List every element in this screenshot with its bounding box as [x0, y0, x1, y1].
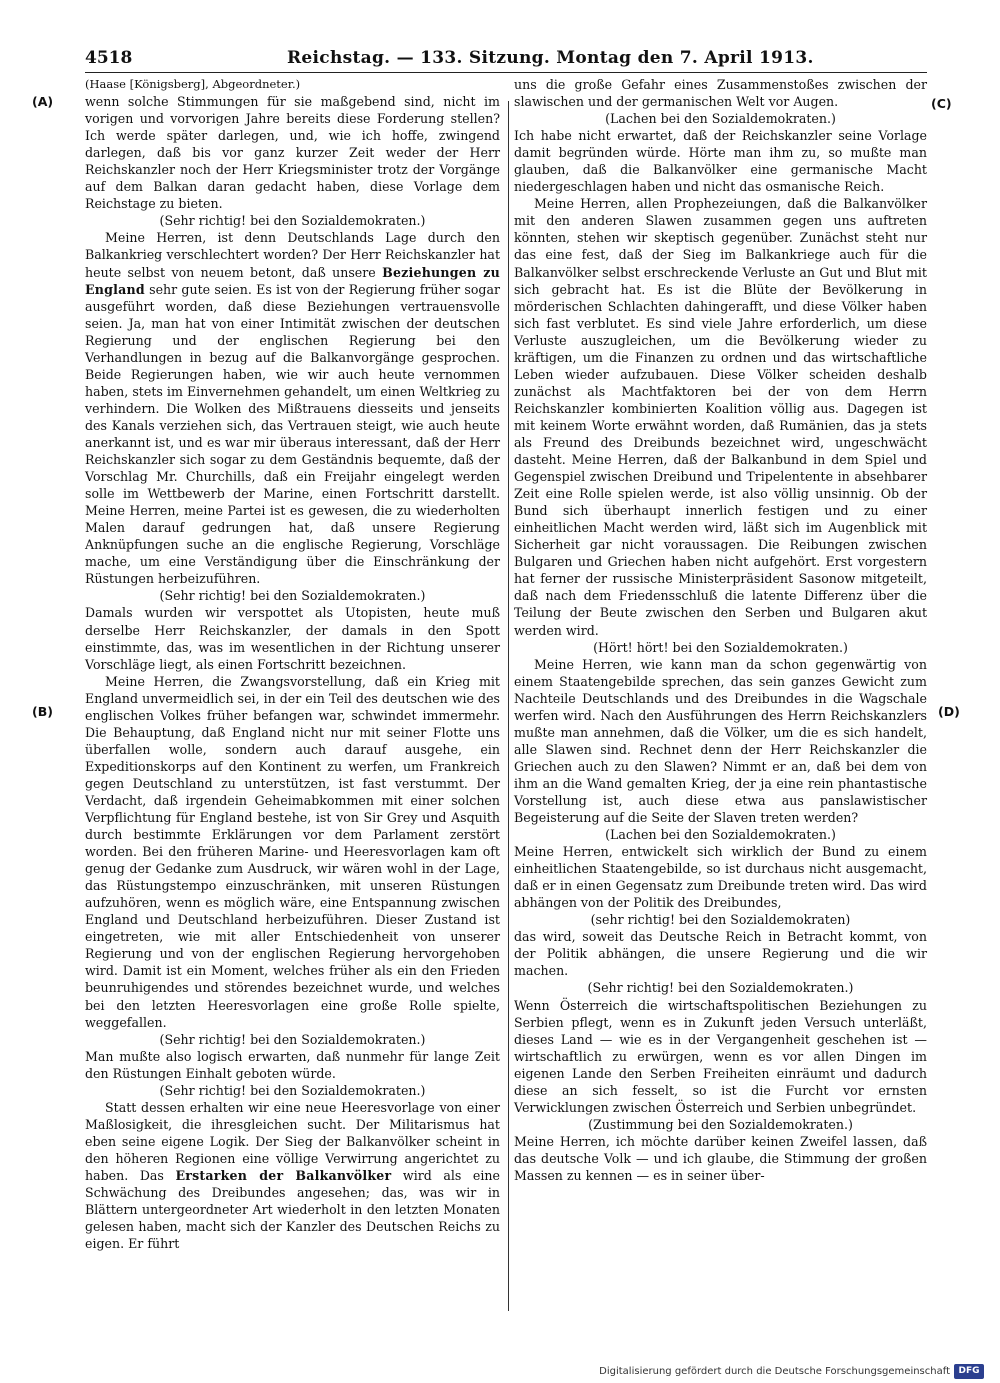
- paragraph: uns die große Gefahr eines Zusammenstoßes zwischen der slawischen und der germanischen Welt vor Augen.: [514, 77, 927, 110]
- text-run: wird als eine Schwächung des Dreibundes angesehen; das, was wir in Blättern untergeordneter Art wiederholt in den letzten Monaten gelesen haben, macht sich der Kanzler des Deutschen Reichs zu eigen. Er führt: [85, 1168, 500, 1252]
- text-run: sehr gute seien. Es ist von der Regierung früher sogar ausgeführt worden, daß diese Beziehungen vertrauensvolle seien. Ja, man hat von einer Intimität zwischen der deutschen Regierung und der englischen Regierung bei den Verhandlungen in bezug auf die Balkanvorgänge gesprochen. Beide Regierungen haben, wie wir auch heute vernommen haben, stets im Einvernehmen gehandelt, um einen Weltkrieg zu verhindern. Die Wolken des Mißtrauens diesseits und jenseits des Kanals verziehen sich, das Vertrauen steigt, wie auch heute anerkannt ist, und es war mir überaus interessant, daß der Herr Reichskanzler sich sogar zu dem Geständnis bequemte, daß der Vorschlag Mr. Churchills, daß ein Freijahr eingelegt werden solle im Wettbewerb der Marine, einen Fortschritt darstellt. Meine Herren, meine Partei ist es gewesen, die zu wiederholten Malen darauf gedrungen hat, daß unsere Regierung Anknüpfungen suche an die englische Regierung, Vorschläge mache, um eine Verständigung über die Einschränkung der Rüstungen herbeizuführen.: [85, 281, 500, 587]
- paragraph: Meine Herren, allen Prophezeiungen, daß die Balkanvölker mit den anderen Slawen zusammen gegen uns auftreten könnten, stehen wir skeptisch gegenüber. Zunächst steht nur das eine fest, daß der Sieg im Balkankriege auch für die Balkanvölker selbst erschreckende Verluste an Gut und Blut mit sich gebracht hat. Es ist die Blüte der Bevölkerung in mörderischen Schlachten dahingerafft, und diese Völker haben sich fast verblutet. Es sind viele Jahre erforderlich, um diese Verluste auszugleichen, um die Bevölkerung wieder zu kräftigen, um die Finanzen zu ordnen und das wirtschaftliche Leben wieder aufzubauen. Diese Völker scheiden deshalb zunächst als Machtfaktoren bei der von dem Herrn Reichskanzler kombinierten Koalition völlig aus. Dagegen ist mit keinem Worte erwähnt worden, daß Rumänien, das ja stets als Freund des Dreibunds bezeichnet wird, ungeschwächt dasteht. Meine Herren, daß der Balkanbund in dem Spiel und Gegenspiel zwischen Dreibund und Tripelentente in absehbarer Zeit eine Rolle spielen werde, ist also völlig unsinnig. Ob der Bund sich überhaupt innerlich festigen und zu einer einheitlichen Macht werden wird, läßt sich im Augenblick mit Sicherheit gar nicht voraussagen. Die Reibungen zwischen Bulgaren und Griechen haben nicht aufgehört. Erst vorgestern hat ferner der russische Ministerpräsident Sasonow mitgeteilt, daß nach dem Friedensschluß die latente Differenz über die Teilung der Beute zwischen den Serben und Bulgaren akut werden wird.: [514, 196, 927, 638]
- text-run: Statt dessen erhalten wir eine neue Heeresvorlage von einer Maßlosigkeit, die ihresgleichen sucht. Der Militarismus hat eben seine eigene Logik. Der Sieg der Balkanvölker scheint in den höheren Regionen eine völlige Verwirrung angerichtet zu haben. Das: [85, 1099, 500, 1183]
- paragraph: [85, 1099, 500, 1252]
- interjection: (Sehr richtig! bei den Sozialdemokraten.): [587, 980, 854, 996]
- text-run: Meine Herren, ist denn Deutschlands Lage durch den Balkankrieg verschlechtert worden? Der Herr Reichskanzler hat heute selbst von neuem betont, daß unsere: [85, 230, 500, 280]
- dfg-logo-icon: DFG: [954, 1364, 984, 1379]
- page-number: 4518: [85, 48, 133, 68]
- margin-marker-c: (C): [931, 96, 952, 111]
- paragraph: Man mußte also logisch erwarten, daß nunmehr für lange Zeit den Rüstungen Einhalt geboten würde.: [85, 1048, 500, 1081]
- interjection: (Sehr richtig! bei den Sozialdemokraten.): [159, 213, 426, 229]
- interjection: (Zustimmung bei den Sozialdemokraten.): [588, 1116, 853, 1132]
- running-header: [85, 46, 927, 72]
- paragraph: Ich habe nicht erwartet, daß der Reichskanzler seine Vorlage damit begründen würde. Hörte man ihm zu, so mußte man glauben, daß die Balkanvölker eine germanische Macht niedergeschlagen haben und nicht das osmanische Reich.: [514, 128, 927, 195]
- paragraph: [85, 229, 500, 587]
- margin-marker-b: (B): [32, 704, 53, 719]
- paragraph: Meine Herren, wie kann man da schon gegenwärtig von einem Staatengebilde sprechen, das sein ganzes Gewicht zum Nachteile Deutschlands und des Dreibundes in die Wagschale werfen wird. Nach den Ausführungen des Herrn Reichskanzlers mußte man annehmen, daß die Völker, um die es sich handelt, alle Slawen sind. Rechnet denn der Herr Reichskanzler die Griechen auch zu den Slawen? Nimmt er an, daß bei dem von ihm an die Wand gemalten Krieg, der ja eine rein phantastische Vorstellung ist, auch diese etwa aus panslawistischer Begeisterung auf die Seite der Slaven treten werden?: [514, 656, 927, 826]
- paragraph: wenn solche Stimmungen für sie maßgebend sind, nicht im vorigen und vorvorigen Jahre bereits diese Forderung stellen? Ich werde später darlegen, und, wie ich hoffe, zwingend darlegen, daß bis vor ganz kurzer Zeit weder der Herr Reichskanzler noch der Herr Kriegsminister trotz der Vorgänge auf dem Balkan daran gedacht haben, diese Vorlage dem Reichstage zu bieten.: [85, 94, 500, 212]
- speaker-line: (Haase [Königsberg], Abgeordneter.): [85, 77, 301, 91]
- paragraph: Damals wurden wir verspottet als Utopisten, heute muß derselbe Herr Reichskanzler, der damals in den Spott einstimmte, das, was im wesentlichen in der Richtung unserer Vorschläge liegt, als einen Fortschritt bezeichnen.: [85, 605, 500, 672]
- digitization-footer: [600, 1366, 984, 1380]
- emphasis-run: Erstarken der Balkanvölker: [175, 1168, 392, 1183]
- footer-text: Digitalisierung gefördert durch die Deutsche Forschungsgemeinschaft: [599, 1366, 950, 1377]
- paragraph: Meine Herren, ich möchte darüber keinen Zweifel lassen, daß das deutsche Volk — und ich glaube, die Stimmung der großen Massen zu kennen — es in seiner über-: [514, 1133, 927, 1183]
- interjection: (Sehr richtig! bei den Sozialdemokraten.): [159, 588, 426, 604]
- paragraph: Meine Herren, entwickelt sich wirklich der Bund zu einem einheitlichen Staatengebilde, so ist durchaus nicht ausgemacht, daß er in einen Gegensatz zum Dreibunde treten wird. Das wird abhängen von der Politik des Dreibundes,: [514, 844, 927, 911]
- right-column: [514, 76, 927, 1184]
- interjection: (sehr richtig! bei den Sozialdemokraten): [590, 912, 851, 928]
- header-rule: [85, 72, 927, 73]
- interjection: (Sehr richtig! bei den Sozialdemokraten.): [159, 1082, 426, 1098]
- interjection: (Hört! hört! bei den Sozialdemokraten.): [593, 639, 848, 655]
- interjection: (Lachen bei den Sozialdemokraten.): [605, 827, 836, 843]
- left-column: [85, 76, 500, 1252]
- paragraph: Meine Herren, die Zwangsvorstellung, daß ein Krieg mit England unvermeidlich sei, in der ein Teil des deutschen wie des englischen Volkes früher befangen war, schwindet immermehr. Die Behauptung, daß England nicht nur mit seiner Flotte uns überfallen wolle, sondern auch darauf ausgehe, ein Expeditionskorps auf den Kontinent zu werfen, um Frankreich gegen Deutschland zu unterstützen, ist fast verstummt. Der Verdacht, daß irgendein Geheimabkommen mit einer solchen Verpflichtung für England bestehe, ist von Sir Grey und Asquith durch bestimmte Erklärungen vor dem Parlament zerstört worden. Bei den früheren Marine- und Heeresvorlagen kam oft genug der Gedanke zum Ausdruck, wir wären wohl in der Lage, das Rüstungstempo einzuschränken, mit unseren Rüstungen aufzuhören, wenn es möglich wäre, eine Entspannung zwischen England und Deutschland herbeizuführen. Dieser Zustand ist eingetreten, wie mit aller Entschiedenheit von unserer Regierung und von der englischen Regierung hervorgehoben wird. Damit ist ein Moment, welches früher als ein den Frieden beunruhigendes und störendes bezeichnet wurde, und welches bei den letzten Heeresvorlagen eine große Rolle spielte, weggefallen.: [85, 673, 500, 1030]
- paragraph: Wenn Österreich die wirtschaftspolitischen Beziehungen zu Serbien pflegt, wenn es in Zukunft jeden Versuch unterläßt, dieses Land — wie es in der Vergangenheit geschehen ist — wirtschaftlich zu erwürgen, wenn es vor allen Dingen im eigenen Lande den Serben Freiheiten einräumt und dadurch diese an sich fesselt, so ist die Furcht vor ernsten Verwicklungen zwischen Österreich und Serbien unbegründet.: [514, 997, 927, 1115]
- margin-marker-a: (A): [32, 94, 54, 109]
- margin-marker-d: (D): [938, 704, 960, 719]
- column-separator: [508, 101, 509, 1311]
- emphasis-run: Beziehungen zu England: [85, 264, 500, 297]
- running-title: Reichstag. — 133. Sitzung. Montag den 7. April 1913.: [287, 48, 814, 68]
- interjection: (Sehr richtig! bei den Sozialdemokraten.): [159, 1031, 426, 1047]
- interjection: (Lachen bei den Sozialdemokraten.): [605, 111, 836, 127]
- paragraph: das wird, soweit das Deutsche Reich in Betracht kommt, von der Politik abhängen, die unsere Regierung und die wir machen.: [514, 929, 927, 979]
